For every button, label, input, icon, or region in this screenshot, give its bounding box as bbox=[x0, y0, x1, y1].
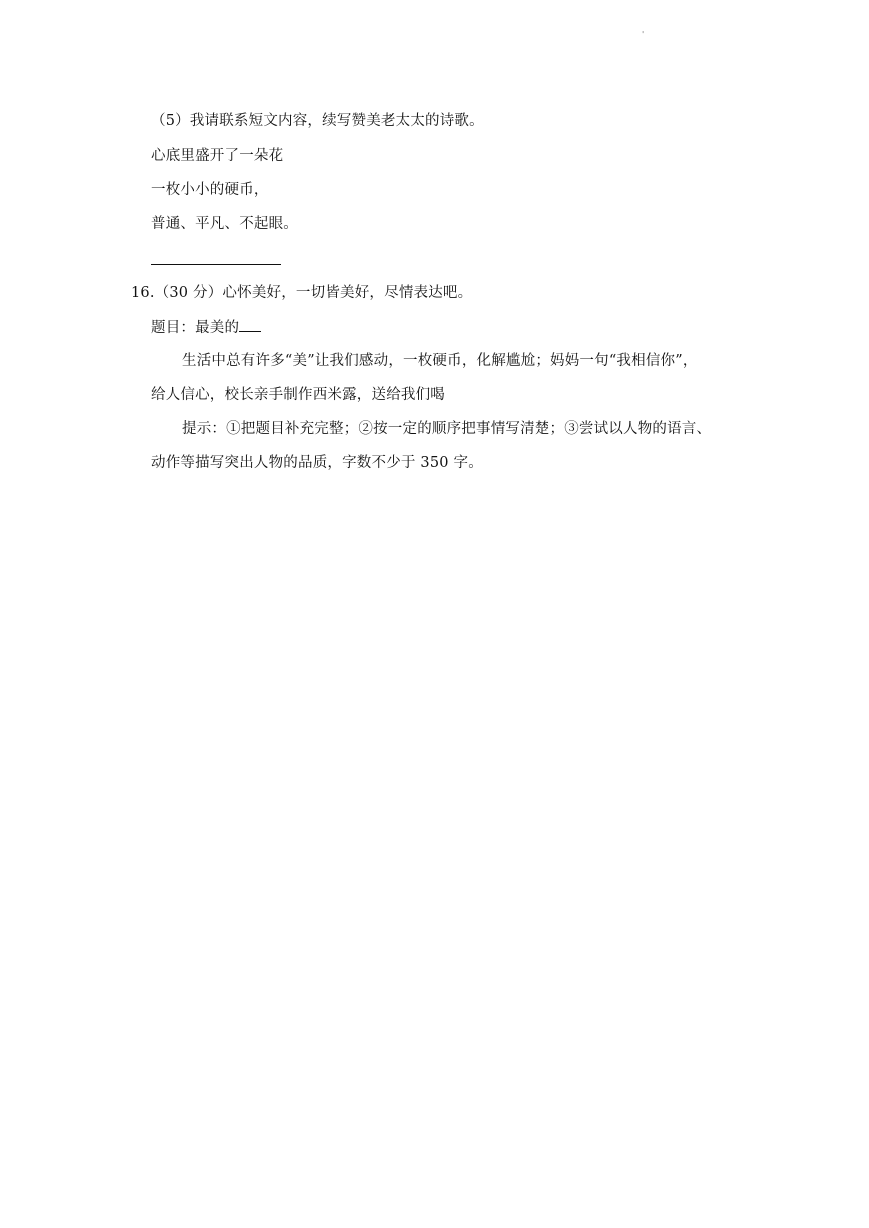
essay-tips-line-2: 动作等描写突出人物的品质，字数不少于 350 字。 bbox=[151, 455, 483, 471]
question-16-stem: 16.（30 分）心怀美好，一切皆美好，尽情表达吧。 bbox=[131, 285, 473, 301]
page-mark: ' bbox=[642, 30, 645, 39]
essay-tips-line-1: 提示：①把题目补充完整；②按一定的顺序把事情写清楚；③尝试以人物的语言、 bbox=[182, 421, 712, 437]
essay-title-label: 题目：最美的 bbox=[151, 320, 240, 336]
essay-intro-line-2: 给人信心，校长亲手制作西米露，送给我们喝 bbox=[151, 387, 445, 403]
title-blank bbox=[239, 317, 261, 332]
essay-title-line bbox=[151, 317, 261, 338]
poem-line-3: 普通、平凡、不起眼。 bbox=[151, 216, 298, 232]
poem-line-1: 心底里盛开了一朵花 bbox=[151, 148, 284, 164]
essay-intro-line-1: 生活中总有许多“美”让我们感动，一枚硬币，化解尴尬；妈妈一句“我相信你”， bbox=[182, 353, 698, 369]
poem-line-2: 一枚小小的硬币， bbox=[151, 182, 269, 198]
answer-blank-line bbox=[151, 264, 281, 265]
question-15-5-prompt: （5）我请联系短文内容，续写赞美老太太的诗歌。 bbox=[151, 113, 484, 129]
